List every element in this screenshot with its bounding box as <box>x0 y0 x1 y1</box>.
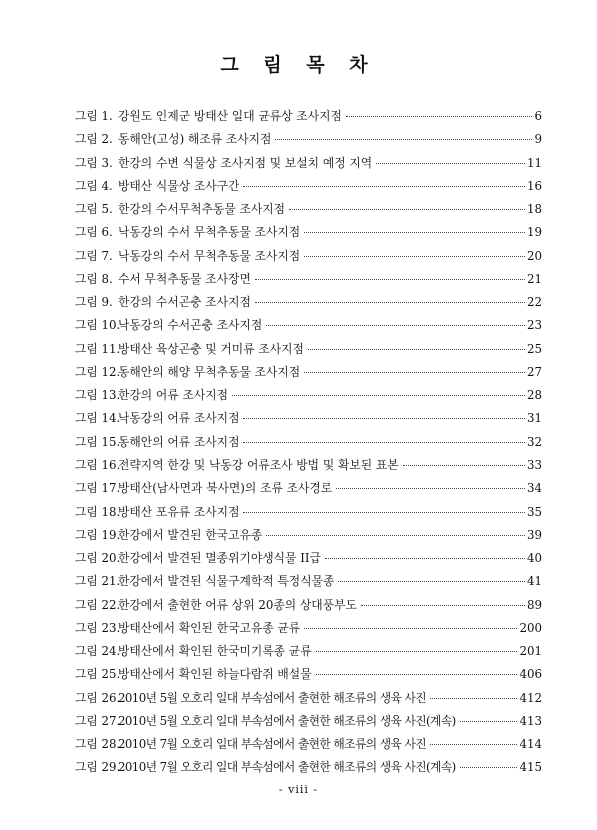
figure-label: 그림 16. <box>75 457 121 472</box>
figure-entry[interactable] <box>75 570 542 593</box>
figure-label: 그림 5. <box>75 202 113 217</box>
page-ref: 41 <box>526 574 542 589</box>
figure-title: 방태산 식물상 조사구간 <box>118 178 240 193</box>
figure-title: 낙동강의 수서 무척추동물 조사지점 <box>118 225 301 240</box>
figure-title: 한강의 수서곤충 조사지점 <box>118 295 251 310</box>
page-ref: 28 <box>526 388 542 403</box>
figure-entry[interactable] <box>75 710 542 733</box>
dot-leader <box>243 442 525 443</box>
figure-title: 2010년 5월 오호리 일대 부속섬에서 출현한 해조류의 생육 사진 <box>118 690 427 705</box>
page-title: 그 림 목 차 <box>220 54 377 76</box>
page-ref: 34 <box>526 481 542 496</box>
figure-entry[interactable] <box>75 221 542 244</box>
dot-leader <box>243 512 525 513</box>
figure-title: 전략지역 한강 및 낙동강 어류조사 방법 및 확보된 표본 <box>118 457 399 472</box>
figure-title: 동해안의 어류 조사지점 <box>118 434 240 449</box>
figure-entry[interactable] <box>75 268 542 291</box>
page-ref: 23 <box>526 318 542 333</box>
figure-label: 그림 14. <box>75 411 121 426</box>
page-ref: 40 <box>526 551 542 566</box>
figure-entry[interactable] <box>75 338 542 361</box>
figure-label: 그림 17. <box>75 481 121 496</box>
figure-label: 그림 26. <box>75 690 121 705</box>
page-ref: 25 <box>526 341 542 356</box>
page-ref: 19 <box>526 225 542 240</box>
dot-leader <box>304 628 517 629</box>
figure-title: 강원도 인제군 방태산 일대 균류상 조사지점 <box>118 109 342 123</box>
figure-label: 그림 20. <box>75 551 121 566</box>
figure-entry[interactable] <box>75 477 542 500</box>
figure-entry[interactable] <box>75 524 542 547</box>
dot-leader <box>243 186 525 187</box>
figure-entry[interactable] <box>75 501 542 524</box>
page-ref: 35 <box>526 504 542 519</box>
dot-leader <box>460 721 518 722</box>
page-ref: 16 <box>526 178 542 193</box>
figure-title: 방태산에서 확인된 한국미기록종 균류 <box>118 644 312 659</box>
page-ref: 6 <box>534 109 542 123</box>
dot-leader <box>403 465 525 466</box>
dot-leader <box>316 651 518 652</box>
figure-title: 방태산 육상곤충 및 거미류 조사지점 <box>118 341 304 356</box>
dot-leader <box>308 349 525 350</box>
figure-title: 한강의 어류 조사지점 <box>118 388 229 403</box>
figure-label: 그림 12. <box>75 364 121 379</box>
dot-leader <box>316 674 518 675</box>
dot-leader <box>430 698 517 699</box>
dot-leader <box>304 256 525 257</box>
figure-entry[interactable] <box>75 594 542 617</box>
figure-entry[interactable] <box>75 454 542 477</box>
figure-entry[interactable] <box>75 756 542 779</box>
page-ref: 201 <box>519 644 542 659</box>
figure-entry[interactable] <box>75 291 542 314</box>
figure-entry[interactable] <box>75 640 542 663</box>
figure-title: 2010년 7월 오호리 일대 부속섬에서 출현한 해조류의 생육 사진(계속) <box>118 760 456 775</box>
page-ref: 27 <box>526 364 542 379</box>
dot-leader <box>232 395 525 396</box>
figure-title: 한강의 수변 식물상 조사지점 및 보설치 예정 지역 <box>118 155 373 170</box>
figure-label: 그림 15. <box>75 434 121 449</box>
figure-title: 2010년 5월 오호리 일대 부속섬에서 출현한 해조류의 생육 사진(계속) <box>118 713 456 728</box>
figure-entry[interactable] <box>75 175 542 198</box>
figure-title: 한강에서 발견된 식물구계학적 특정식물종 <box>118 574 335 589</box>
figure-entry[interactable] <box>75 407 542 430</box>
figure-title: 낙동강의 수서곤충 조사지점 <box>118 318 263 333</box>
figure-entry[interactable] <box>75 152 542 175</box>
figure-label: 그림 10. <box>75 318 121 333</box>
page-ref: 89 <box>526 597 542 612</box>
figure-title: 동해안의 해양 무척추동물 조사지점 <box>118 364 301 379</box>
dot-leader <box>325 558 525 559</box>
figure-title: 수서 무척추동물 조사장면 <box>118 271 251 286</box>
figure-entry[interactable] <box>75 245 542 268</box>
figure-entry[interactable] <box>75 617 542 640</box>
figure-title: 한강의 수서무척추동물 조사지점 <box>118 202 286 217</box>
page-ref: 33 <box>526 457 542 472</box>
page-ref: 31 <box>526 411 542 426</box>
figure-title: 방태산에서 확인된 한국고유종 균류 <box>118 620 301 635</box>
page-ref: 406 <box>519 667 542 682</box>
figure-label: 그림 18. <box>75 504 121 519</box>
figure-title: 한강에서 출현한 어류 상위 20종의 상대풍부도 <box>118 597 357 612</box>
figure-entry[interactable] <box>75 361 542 384</box>
dot-leader <box>266 535 525 536</box>
figure-title: 2010년 7월 오호리 일대 부속섬에서 출현한 해조류의 생육 사진 <box>118 737 427 752</box>
figure-title: 낙동강의 수서 무척추동물 조사지점 <box>118 248 301 263</box>
page-ref: 11 <box>526 155 542 170</box>
dot-leader <box>336 488 525 489</box>
page-number: - viii - <box>278 783 319 796</box>
figure-label: 그림 25. <box>75 667 121 682</box>
figure-entry[interactable] <box>75 547 542 570</box>
figure-title: 방태산 포유류 조사지점 <box>118 504 240 519</box>
figure-label: 그림 7. <box>75 248 113 263</box>
figure-entry[interactable] <box>75 663 542 686</box>
figure-label: 그림 28. <box>75 737 121 752</box>
figure-label: 그림 4. <box>75 178 113 193</box>
dot-leader <box>275 139 532 140</box>
page-ref: 18 <box>526 202 542 217</box>
page-ref: 21 <box>526 271 542 286</box>
figure-label: 그림 3. <box>75 155 113 170</box>
dot-leader <box>460 767 518 768</box>
page-ref: 32 <box>526 434 542 449</box>
figure-title: 동해안(고성) 해조류 조사지점 <box>118 132 272 147</box>
figure-label: 그림 21. <box>75 574 121 589</box>
figure-entry[interactable] <box>75 105 542 128</box>
figure-label: 그림 2. <box>75 132 113 147</box>
figure-title: 방태산(남사면과 북사면)의 조류 조사경로 <box>118 481 333 496</box>
figure-label: 그림 13. <box>75 388 121 403</box>
dot-leader <box>430 744 517 745</box>
figure-title: 낙동강의 어류 조사지점 <box>118 411 240 426</box>
figure-label: 그림 1. <box>75 109 113 123</box>
figure-title: 한강에서 발견된 멸종위기야생식물 II급 <box>118 551 321 566</box>
page-ref: 415 <box>519 760 542 775</box>
dot-leader <box>255 302 525 303</box>
figure-label: 그림 22. <box>75 597 121 612</box>
figure-label: 그림 8. <box>75 271 113 286</box>
page-ref: 39 <box>526 527 542 542</box>
figure-label: 그림 11. <box>75 341 121 356</box>
dot-leader <box>289 209 525 210</box>
page-ref: 9 <box>534 132 542 147</box>
figure-entry[interactable] <box>75 314 542 337</box>
dot-leader <box>346 116 533 117</box>
page-ref: 20 <box>526 248 542 263</box>
figure-entry[interactable] <box>75 733 542 756</box>
figure-label: 그림 23. <box>75 620 121 635</box>
figure-entry[interactable] <box>75 384 542 407</box>
figure-entry[interactable] <box>75 198 542 221</box>
figure-title: 한강에서 발견된 한국고유종 <box>118 527 263 542</box>
page-ref: 200 <box>519 620 542 635</box>
page-ref: 413 <box>519 713 542 728</box>
figure-label: 그림 9. <box>75 295 113 310</box>
dot-leader <box>338 581 525 582</box>
page-ref: 412 <box>519 690 542 705</box>
figure-label: 그림 6. <box>75 225 113 240</box>
page-ref: 414 <box>519 737 542 752</box>
figure-label: 그림 29. <box>75 760 121 775</box>
figure-entry[interactable] <box>75 687 542 710</box>
dot-leader <box>304 372 525 373</box>
figure-entry[interactable] <box>75 431 542 454</box>
figure-entry[interactable] <box>75 128 542 151</box>
figure-title: 방태산에서 확인된 하늘다람쥐 배설물 <box>118 667 312 682</box>
dot-leader <box>361 605 525 606</box>
dot-leader <box>376 163 525 164</box>
dot-leader <box>255 279 525 280</box>
figure-list <box>75 105 542 780</box>
figure-label: 그림 24. <box>75 644 121 659</box>
dot-leader <box>266 325 525 326</box>
page-ref: 22 <box>526 295 542 310</box>
dot-leader <box>243 418 525 419</box>
dot-leader <box>304 232 525 233</box>
figure-label: 그림 19. <box>75 527 121 542</box>
figure-label: 그림 27. <box>75 713 121 728</box>
